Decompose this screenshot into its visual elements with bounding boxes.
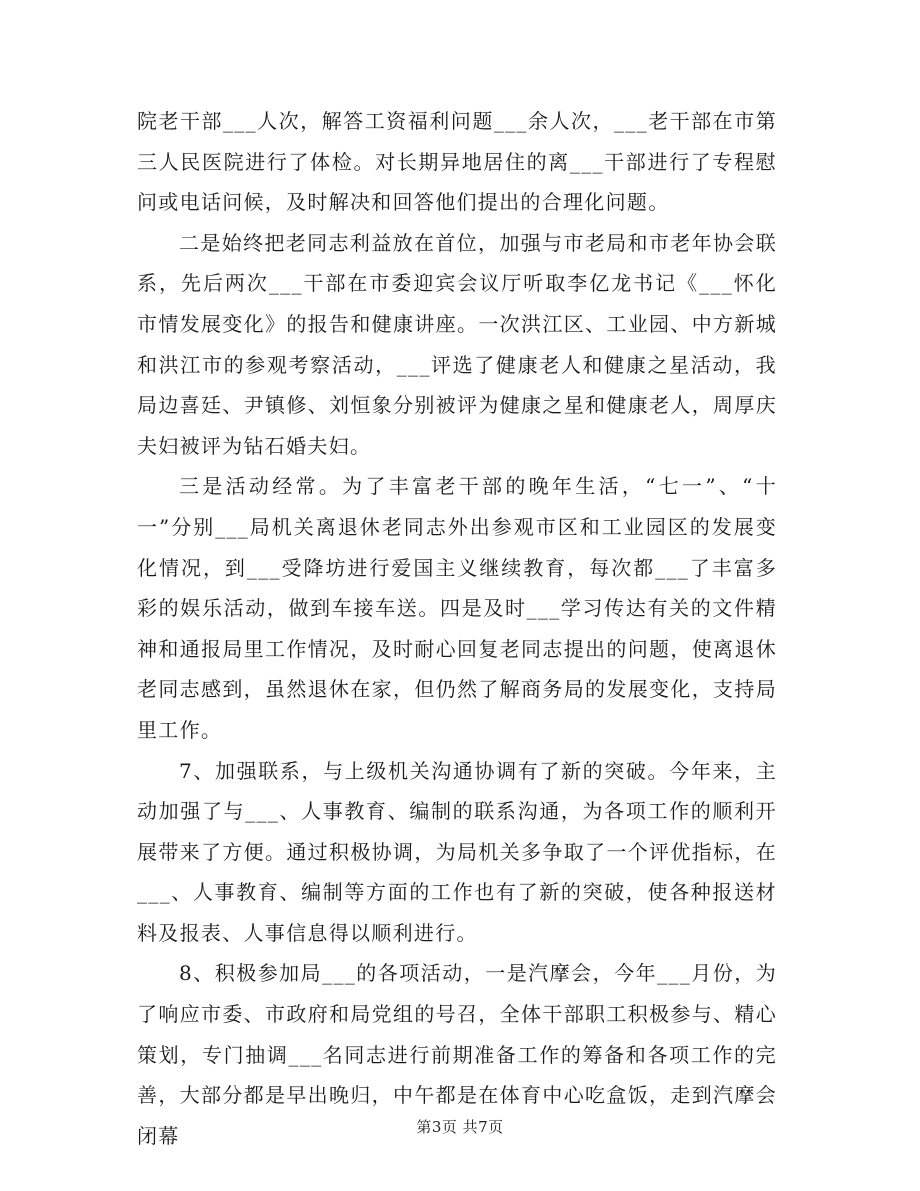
paragraph-item-7: 7、加强联系，与上级机关沟通协调有了新的突破。今年来，主动加强了与___、人事教育、编制的联系沟通，为各项工作的顺利开展带来了方便。通过积极协调，为局机关多争取了一个评优指标，在___、人事教育、编制等方面的工作也有了新的突破，使各种报送材料及报表、人事信息得以顺利进行。	[137, 758, 777, 945]
page-number-footer: 第3页 共7页	[416, 1118, 504, 1136]
paragraph-elder-interests: 二是始终把老同志利益放在首位，加强与市老局和市老年协会联系，先后两次___干部在市委迎宾会议厅听取李亿龙书记《___怀化市情发展变化》的报告和健康讲座。一次洪江区、工业园、中方新城和洪江市的参观考察活动，___评选了健康老人和健康之星活动，我局边喜廷、尹镇修、刘恒象分别被评为健康之星和健康老人，周厚庆夫妇被评为钻石婚夫妇。	[137, 230, 777, 458]
paragraph-continuation: 院老干部___人次，解答工资福利问题___余人次，___老干部在市第三人民医院进行了体检。对长期异地居住的离___干部进行了专程慰问或电话问候，及时解决和回答他们提出的合理化问题。	[137, 109, 777, 215]
paragraph-item-8: 8、积极参加局___的各项活动，一是汽摩会，今年___月份，为了响应市委、市政府和局党组的号召，全体干部职工积极参与、精心策划，专门抽调___名同志进行前期准备工作的筹备和各项工作的完善，大部分都是早出晚归，中午都是在体育中心吃盒饭，走到汽摩会闭幕	[137, 961, 777, 1148]
paragraph-regular-activities: 三是活动经常。为了丰富老干部的晚年生活，“七一”、“十一”分别___局机关离退休老同志外出参观市区和工业园区的发展变化情况，到___受降坊进行爱国主义继续教育，每次都___了丰富多彩的娱乐活动，做到车接车送。四是及时___学习传达有关的文件精神和通报局里工作情况，及时耐心回复老同志提出的问题，使离退休老同志感到，虽然退休在家，但仍然了解商务局的发展变化，支持局里工作。	[137, 474, 777, 742]
document-body	[137, 101, 777, 1156]
